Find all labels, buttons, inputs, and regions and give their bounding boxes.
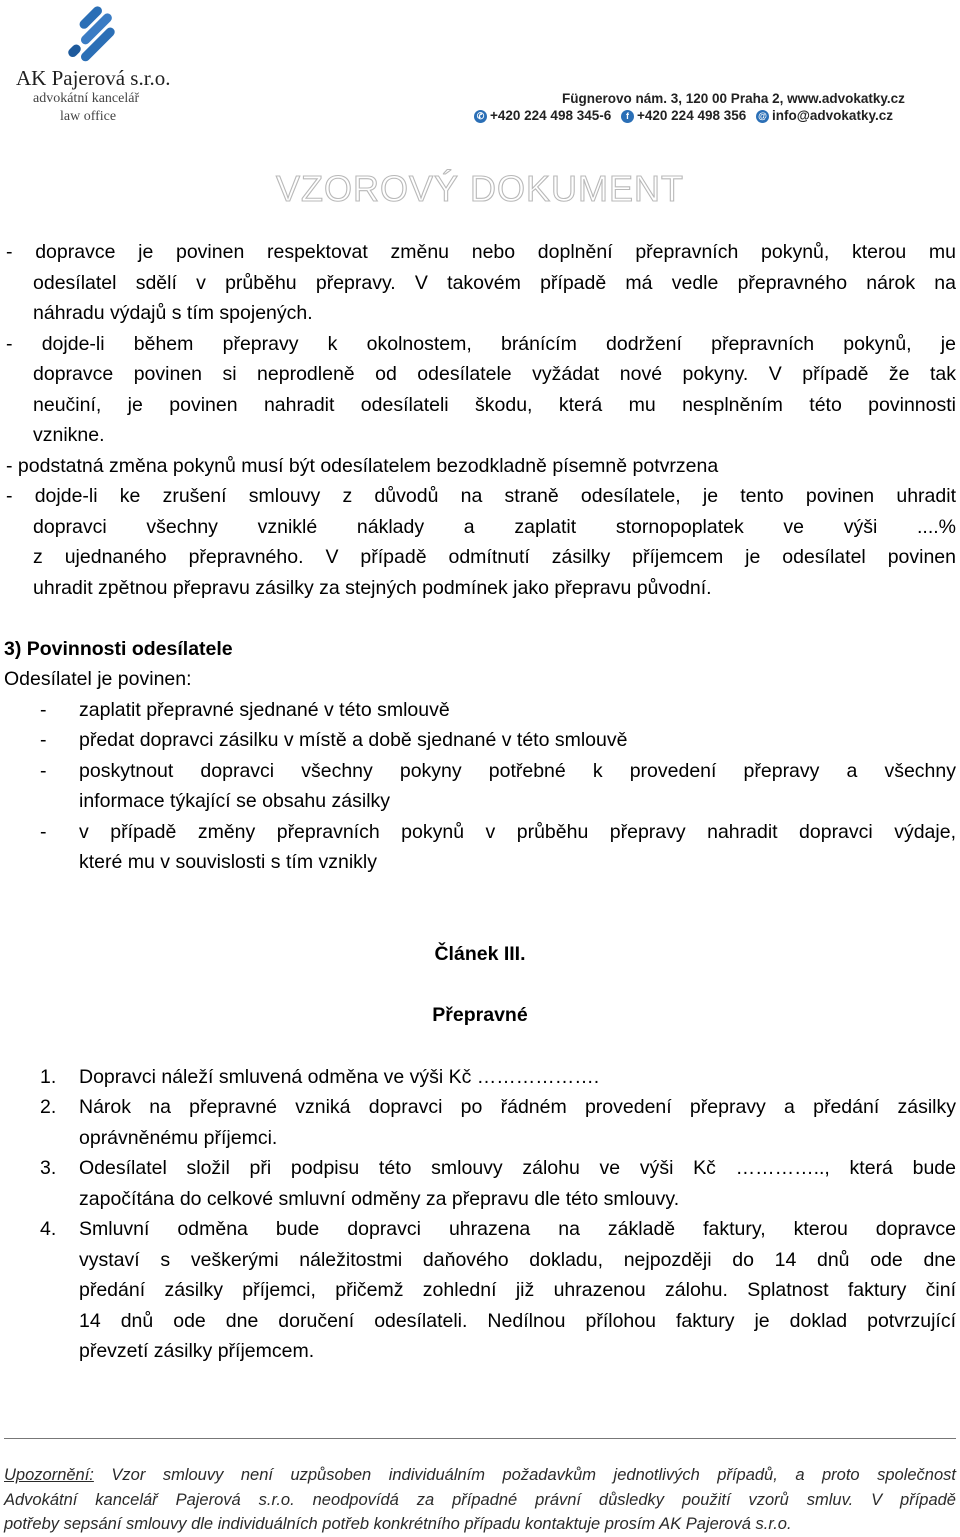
article-line: oprávněnému příjemci. (79, 1127, 278, 1149)
list-item: v případě změny přepravních pokynů v průběhu přepravy nahradit dopravci výdaje, (79, 821, 956, 843)
email-icon: @ (756, 110, 769, 123)
footer-text: Vzor smlouvy není uzpůsoben individuálním požadavkům jednotlivých případů, a proto společnost (93, 1466, 956, 1484)
duty-line: - dojde-li během přepravy k okolnostem, bránícím dodržení přepravních pokynů, je (6, 333, 956, 355)
footer-label: Upozornění: (4, 1466, 94, 1484)
article-line: Odesílatel složil při podpisu této smlouvy zálohu ve výši Kč ………….., která bude (79, 1157, 956, 1179)
firm-fax: +420 224 498 356 (637, 108, 747, 123)
duty-line: uhradit zpětnou přepravu zásilky za stejných podmínek jako přepravu původní. (33, 577, 712, 599)
list-bullet: - (40, 729, 47, 751)
footer-divider (4, 1438, 956, 1439)
watermark: VZOROVÝ DOKUMENT (275, 168, 685, 209)
firm-email[interactable]: info@advokatky.cz (772, 108, 893, 123)
phone-icon: ✆ (474, 110, 487, 123)
footer-notice-line (4, 1463, 956, 1488)
firm-name: AK Pajerová s.r.o. (16, 66, 171, 90)
firm-subtitle-en: law office (60, 109, 117, 124)
list-item: které mu v souvislosti s tím vznikly (79, 851, 377, 873)
section-intro: Odesílatel je povinen: (4, 668, 192, 690)
list-item: zaplatit přepravné sjednané v této smlouvě (79, 699, 450, 721)
list-number: 2. (40, 1096, 57, 1118)
footer-notice-line: Advokátní kancelář Pajerová s.r.o. neodpovídá za případné právní důsledky použití vzorů smluv. V případě (4, 1491, 956, 1509)
article-line: 14 dnů ode dne doručení odesílateli. Nedílnou přílohou faktury je doklad potvrzující (79, 1310, 956, 1332)
duty-line: vznikne. (33, 424, 105, 446)
article-subtitle: Přepravné (432, 1004, 528, 1026)
duty-line: - podstatná změna pokynů musí být odesílatelem bezodkladně písemně potvrzena (6, 455, 719, 477)
duty-line: - dopravce je povinen respektovat změnu nebo doplnění přepravních pokynů, kterou mu (6, 241, 956, 263)
list-item: poskytnout dopravci všechny pokyny potřebné k provedení přepravy a všechny (79, 760, 956, 782)
list-bullet: - (40, 699, 47, 721)
duty-line: náhradu výdajů s tím spojených. (33, 302, 313, 324)
list-item: informace týkající se obsahu zásilky (79, 790, 391, 812)
article-line: Dopravci náleží smluvená odměna ve výši Kč ………………. (79, 1066, 600, 1088)
duty-line: z ujednaného přepravného. V případě odmítnutí zásilky příjemcem je odesílatel povinen (33, 546, 956, 568)
duty-line: - dojde-li ke zrušení smlouvy z důvodů na straně odesílatele, je tento povinen uhradit (6, 485, 956, 507)
list-number: 1. (40, 1066, 57, 1088)
firm-address: Fügnerovo nám. 3, 120 00 Praha 2, www.advokatky.cz (562, 91, 905, 106)
fax-icon: f (621, 110, 634, 123)
footer-notice-line: potřeby sepsání smlouvy dle individuálních potřeb konkrétního případu kontaktuje prosím AK Pajerová s.r.o. (4, 1515, 792, 1533)
list-bullet: - (40, 821, 47, 843)
firm-phone: +420 224 498 345-6 (490, 108, 612, 123)
list-number: 4. (40, 1218, 57, 1240)
firm-subtitle: advokátní kancelář (33, 91, 140, 106)
article-line: vystaví s veškerými náležitostmi daňového dokladu, nejpozději do 14 dnů ode dne (79, 1249, 956, 1271)
duty-line: dopravci všechny vzniklé náklady a zaplatit stornopoplatek ve výši ....% (33, 516, 956, 538)
article-line: předání zásilky příjemci, přičemž zohlední již uhrazenou zálohu. Splatnost faktury činí (79, 1279, 956, 1301)
duty-line: neučiní, je povinen nahradit odesílateli škodu, která mu nesplněním této povinnosti (33, 394, 956, 416)
article-line: započítána do celkové smluvní odměny za přepravu dle této smlouvy. (79, 1188, 680, 1210)
list-bullet: - (40, 760, 47, 782)
article-line: Smluvní odměna bude dopravci uhrazena na základě faktury, kterou dopravce (79, 1218, 956, 1240)
article-line: Nárok na přepravné vzniká dopravci po řádném provedení přepravy a předání zásilky (79, 1096, 956, 1118)
article-title: Článek III. (434, 943, 526, 965)
firm-contacts (474, 108, 893, 123)
duty-line: odesílatel sdělí v průběhu přepravy. V takovém případě má vedle přepravného nárok na (33, 272, 956, 294)
list-number: 3. (40, 1157, 57, 1179)
duty-line: dopravce povinen si neprodleně od odesílatele vyžádat nové pokyny. V případě že tak (33, 363, 956, 385)
list-item: předat dopravci zásilku v místě a době sjednané v této smlouvě (79, 729, 628, 751)
section-heading: 3) Povinnosti odesílatele (4, 638, 233, 660)
article-line: převzetí zásilky příjemcem. (79, 1340, 315, 1362)
firm-logo-icon (58, 6, 120, 68)
